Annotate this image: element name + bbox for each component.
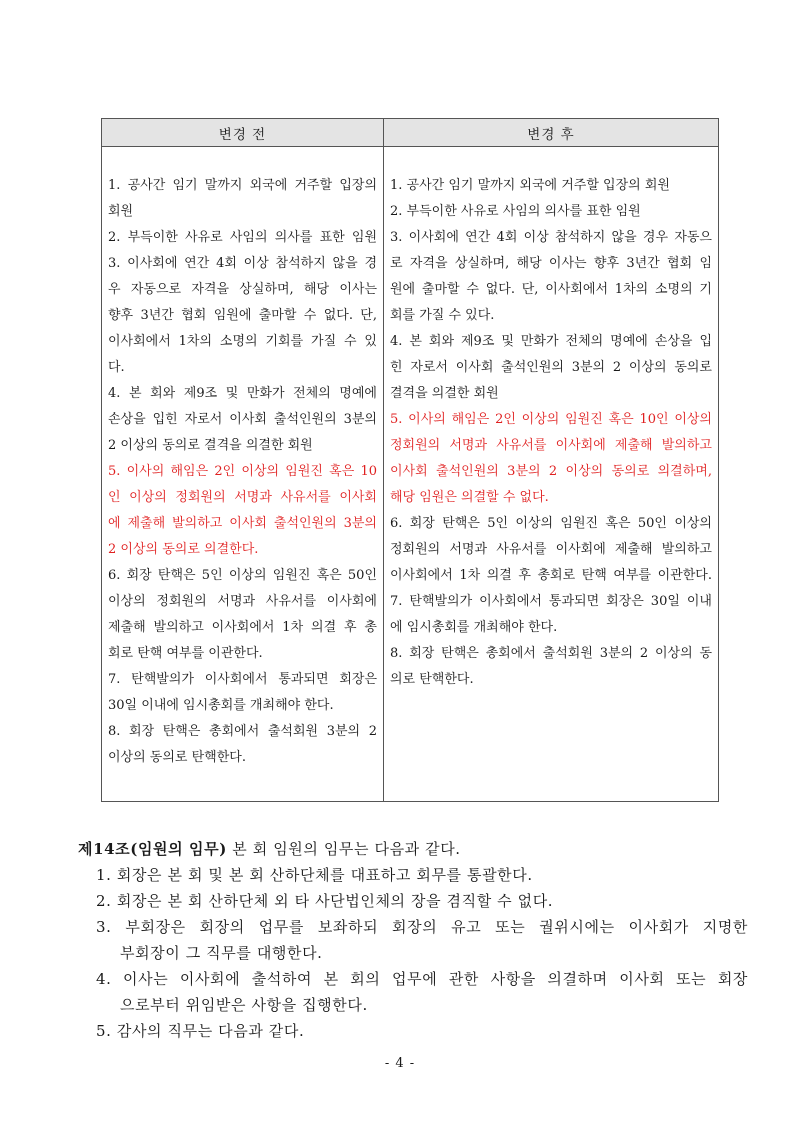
after-line: 회를 가질 수 있다. xyxy=(390,308,495,323)
after-line: 힌 자로서 이사회 출석인원의 3분의 2 이상의 동의로 xyxy=(390,360,712,375)
before-line: 회원 xyxy=(108,204,134,219)
article-title: 제14조(임원의 임무) xyxy=(78,840,227,858)
before-change-text xyxy=(108,173,377,771)
header-after-change: 변경 후 xyxy=(384,119,719,147)
before-line: 8. 회장 탄핵은 총회에서 출석회원 3분의 2 xyxy=(108,724,377,739)
article-line: 2. 회장은 본 회 산하단체 외 타 사단법인체의 장을 겸직할 수 없다. xyxy=(96,892,554,910)
before-line: 손상을 입힌 자로서 이사회 출석인원의 3분의 xyxy=(108,412,377,427)
before-line: 1. 공사간 임기 말까지 외국에 거주할 입장의 xyxy=(108,178,377,193)
article-line: 1. 회장은 본 회 및 본 회 산하단체를 대표하고 회무를 통괄한다. xyxy=(96,866,533,884)
before-line: 제출해 발의하고 이사회에서 1차 의결 후 총 xyxy=(108,620,377,635)
amendment-comparison-table xyxy=(101,118,719,802)
after-change-cell xyxy=(384,147,719,802)
after-line: 의로 탄핵한다. xyxy=(390,672,474,687)
after-line: 6. 회장 탄핵은 5인 이상의 임원진 혹은 50인 이상의 xyxy=(390,516,712,531)
after-line: 로 자격을 상실하며, 해당 이사는 향후 3년간 협회 임 xyxy=(390,256,712,271)
header-before-change: 변경 전 xyxy=(102,119,384,147)
before-line: 6. 회장 탄핵은 5인 이상의 임원진 혹은 50인 xyxy=(108,568,377,583)
after-line: 5. 이사의 해임은 2인 이상의 임원진 혹은 10인 이상의 xyxy=(390,412,712,427)
article-line: 4. 이사는 이사회에 출석하여 본 회의 업무에 관한 사항을 의결하며 이사회 또는 회장 xyxy=(96,970,748,988)
after-line: 이사회에서 1차 의결 후 총회로 탄핵 여부를 이관한다. xyxy=(390,568,712,583)
after-line: 해당 임원은 의결할 수 없다. xyxy=(390,490,549,505)
before-line: 다. xyxy=(108,360,125,375)
before-line: 이상의 정회원의 서명과 사유서를 이사회에 xyxy=(108,594,377,609)
article-line: 3. 부회장은 회장의 업무를 보좌하되 회장의 유고 또는 궐위시에는 이사회가 지명한 xyxy=(96,918,748,936)
after-line: 원에 출마할 수 없다. 단, 이사회에서 1차의 소명의 기 xyxy=(390,282,712,297)
after-line: 1. 공사간 임기 말까지 외국에 거주할 입장의 회원 xyxy=(390,178,670,193)
article-heading xyxy=(78,836,748,862)
before-line: 향후 3년간 협회 임원에 출마할 수 없다. 단, xyxy=(108,308,377,323)
before-line: 에 제출해 발의하고 이사회 출석인원의 3분의 xyxy=(108,516,377,531)
before-change-cell xyxy=(102,147,384,802)
before-line: 우 자동으로 자격을 상실하며, 해당 이사는 xyxy=(108,282,377,297)
after-line: 4. 본 회와 제9조 및 만화가 전체의 명예에 손상을 입 xyxy=(390,334,712,349)
before-line: 2. 부득이한 사유로 사임의 의사를 표한 임원 xyxy=(108,230,377,245)
after-line: 정회원의 서명과 사유서를 이사회에 제출해 발의하고 xyxy=(390,542,712,557)
before-line: 5. 이사의 해임은 2인 이상의 임원진 혹은 10 xyxy=(108,464,377,479)
article-line: 부회장이 그 직무를 대행한다. xyxy=(120,944,323,962)
table-body-row xyxy=(102,147,719,802)
after-line: 에 임시총회를 개최해야 한다. xyxy=(390,620,558,635)
before-line: 인 이상의 정회원의 서명과 사유서를 이사회 xyxy=(108,490,377,505)
before-line: 3. 이사회에 연간 4회 이상 참석하지 않을 경 xyxy=(108,256,377,271)
after-line: 7. 탄핵발의가 이사회에서 통과되면 회장은 30일 이내 xyxy=(390,594,712,609)
after-line: 정회원의 서명과 사유서를 이사회에 제출해 발의하고 xyxy=(390,438,712,453)
after-line: 이사회 출석인원의 3분의 2 이상의 동의로 의결하며, xyxy=(390,464,712,479)
before-line: 2 이상의 동의로 의결한다. xyxy=(108,542,259,557)
before-line: 이사회에서 1차의 소명의 기회를 가질 수 있 xyxy=(108,334,377,349)
after-line: 2. 부득이한 사유로 사임의 의사를 표한 임원 xyxy=(390,204,641,219)
page-number: - 4 - xyxy=(384,1056,416,1071)
before-line: 회로 탄핵 여부를 이관한다. xyxy=(108,646,263,661)
after-line: 결격을 의결한 회원 xyxy=(390,386,499,401)
after-line: 3. 이사회에 연간 4회 이상 참석하지 않을 경우 자동으 xyxy=(390,230,712,245)
after-line: 8. 회장 탄핵은 총회에서 출석회원 3분의 2 이상의 동 xyxy=(390,646,712,661)
before-line: 4. 본 회와 제9조 및 만화가 전체의 명예에 xyxy=(108,386,377,401)
before-line: 2 이상의 동의로 결격을 의결한 회원 xyxy=(108,438,313,453)
before-line: 30일 이내에 임시총회를 개최해야 한다. xyxy=(108,698,334,713)
before-line: 7. 탄핵발의가 이사회에서 통과되면 회장은 xyxy=(108,672,377,687)
after-change-text xyxy=(390,173,712,693)
article-line: 으로부터 위임받은 사항을 집행한다. xyxy=(120,996,368,1014)
article-line: 5. 감사의 직무는 다음과 같다. xyxy=(96,1022,305,1040)
article-items xyxy=(78,862,748,1044)
article-14 xyxy=(78,836,748,1044)
article-intro: 본 회 임원의 임무는 다음과 같다. xyxy=(226,840,461,858)
table-header-row xyxy=(102,119,719,147)
before-line: 이상의 동의로 탄핵한다. xyxy=(108,750,246,765)
